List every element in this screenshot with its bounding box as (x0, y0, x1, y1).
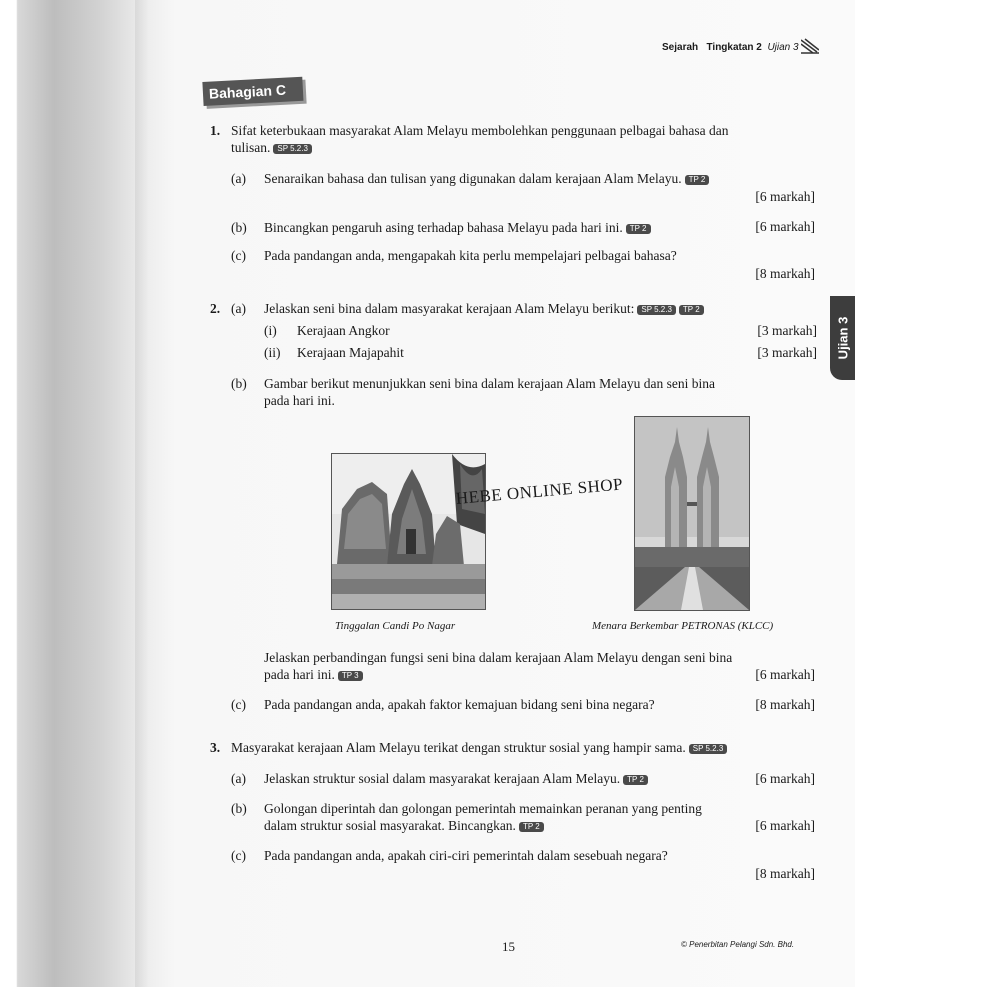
q3c-label: (c) (231, 848, 246, 863)
q1b-mark: [6 markah] (755, 219, 815, 234)
tp-badge: TP 2 (679, 305, 704, 315)
q1c-mark: [8 markah] (755, 266, 815, 281)
tp-badge: TP 3 (338, 671, 363, 681)
page-header (662, 42, 799, 53)
q2b2-mark: [6 markah] (755, 667, 815, 682)
q3c-mark: [8 markah] (755, 866, 815, 881)
sp-badge: SP 5.2.3 (637, 305, 676, 315)
q1c-text: Pada pandangan anda, mengapakah kita perlu mempelajari pelbagai bahasa? (264, 248, 677, 263)
q3b-line1: Golongan diperintah dan golongan pemerintah memainkan peranan yang penting (264, 801, 702, 816)
q3b-line2: dalam struktur sosial masyarakat. Bincangkan. TP 2 (264, 817, 544, 834)
towers-caption: Menara Berkembar PETRONAS (KLCC) (592, 620, 774, 632)
temple-photo (331, 453, 486, 610)
q1a-label: (a) (231, 171, 246, 186)
section-title-banner: Bahagian C (202, 77, 303, 106)
side-tab-label: Ujian 3 (835, 316, 850, 360)
q2b-line1: Gambar berikut menunjukkan seni bina dalam kerajaan Alam Melayu dan seni bina (264, 376, 715, 391)
q2b-line2: pada hari ini. (264, 393, 335, 408)
sp-badge: SP 5.2.3 (273, 144, 312, 154)
book-spine-shadow (0, 0, 135, 987)
q2ai-mark: [3 markah] (757, 323, 817, 338)
stripes-icon (801, 38, 819, 54)
q1-stem-line1: Sifat keterbukaan masyarakat Alam Melayu membolehkan penggunaan pelbagai bahasa dan (231, 123, 729, 138)
q3-stem: Masyarakat kerajaan Alam Melayu terikat dengan struktur sosial yang hampir sama. SP 5.2.3 (231, 739, 727, 756)
q2aii-label: (ii) (264, 345, 281, 360)
tp-badge: TP 2 (685, 175, 710, 185)
page-number: 15 (502, 939, 515, 954)
q2c-text: Pada pandangan anda, apakah faktor kemajuan bidang seni bina negara? (264, 697, 655, 712)
q2b-label: (b) (231, 376, 247, 391)
q1b-label: (b) (231, 220, 247, 235)
q3a-text: Jelaskan struktur sosial dalam masyarakat kerajaan Alam Melayu. TP 2 (264, 770, 648, 787)
q1a-text: Senaraikan bahasa dan tulisan yang digunakan dalam kerajaan Alam Melayu. TP 2 (264, 170, 709, 187)
q2c-label: (c) (231, 697, 246, 712)
q1c-label: (c) (231, 248, 246, 263)
header-test: Ujian 3 (767, 42, 799, 53)
q2a-text: Jelaskan seni bina dalam masyarakat kerajaan Alam Melayu berikut: SP 5.2.3 TP 2 (264, 300, 704, 317)
q2-number: 2. (210, 301, 221, 316)
tp-badge: TP 2 (519, 822, 544, 832)
header-subject: Sejarah (662, 42, 699, 53)
header-form: Tingkatan 2 (706, 42, 762, 53)
q3a-mark: [6 markah] (755, 771, 815, 786)
q2a-label: (a) (231, 301, 246, 316)
q2ai-label: (i) (264, 323, 277, 338)
q2c-mark: [8 markah] (755, 697, 815, 712)
q2b2-line2: pada hari ini. TP 3 (264, 666, 363, 683)
q2aii-mark: [3 markah] (757, 345, 817, 360)
q1-number: 1. (210, 123, 221, 138)
temple-caption: Tinggalan Candi Po Nagar (335, 620, 456, 632)
tp-badge: TP 2 (626, 224, 651, 234)
tp-badge: TP 2 (623, 775, 648, 785)
q3b-label: (b) (231, 801, 247, 816)
sp-badge: SP 5.2.3 (689, 744, 728, 754)
q1b-text: Bincangkan pengaruh asing terhadap bahasa Melayu pada hari ini. TP 2 (264, 219, 651, 236)
q3b-mark: [6 markah] (755, 818, 815, 833)
q1-stem-line2: tulisan. SP 5.2.3 (231, 139, 312, 156)
q3c-text: Pada pandangan anda, apakah ciri-ciri pemerintah dalam sesebuah negara? (264, 848, 668, 863)
q2b2-line1: Jelaskan perbandingan fungsi seni bina dalam kerajaan Alam Melayu dengan seni bina (264, 650, 733, 665)
q2aii-text: Kerajaan Majapahit (297, 345, 404, 360)
side-tab (830, 296, 855, 380)
petronas-towers-photo (634, 416, 750, 611)
q3a-label: (a) (231, 771, 246, 786)
q1a-mark: [6 markah] (755, 189, 815, 204)
watermark-text: HEBE ONLINE SHOP (455, 474, 624, 508)
q3-number: 3. (210, 740, 221, 755)
q2ai-text: Kerajaan Angkor (297, 323, 390, 338)
copyright: © Penerbitan Pelangi Sdn. Bhd. (681, 940, 795, 949)
